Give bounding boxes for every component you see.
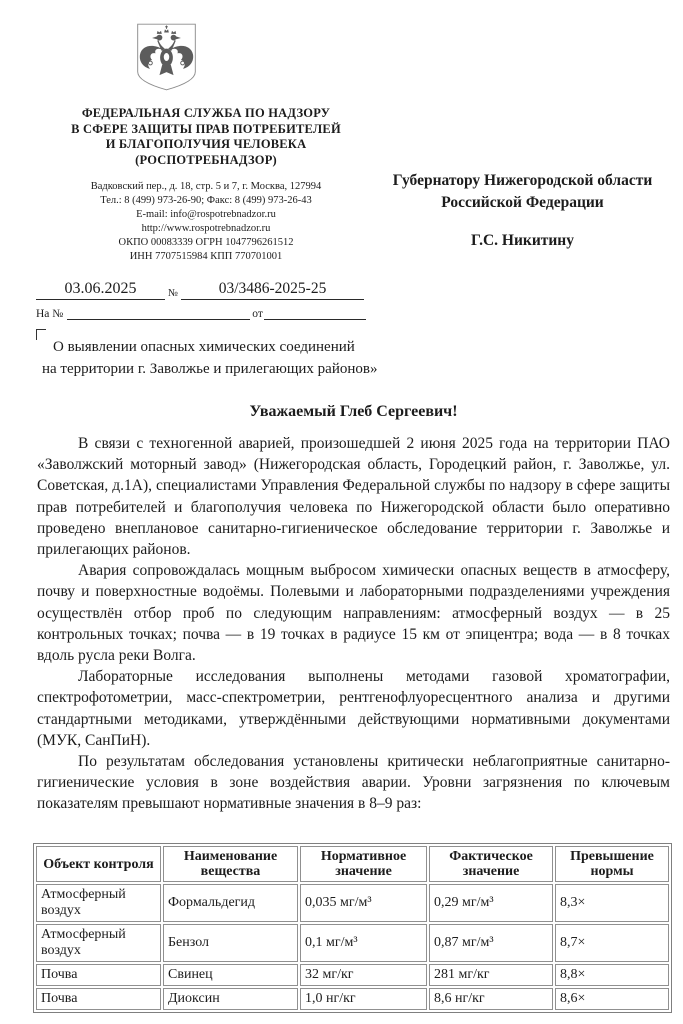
table-cell: Почва bbox=[36, 964, 161, 986]
body-paragraph: В связи с техногенной аварией, произошедшей 2 июня 2025 года на территории ПАО «Заволжский моторный завод» (Нижегородская область, Городецкий район, г. Заволжье, ул. Советская, д.1А), специалистами Управления Федеральной службы по надзору в сфере защиты прав потребителей и благополучия человека по Нижегородской области было оперативно проведено внеплановое санитарно-гигиеническое обследование территории г. Заволжье и прилегающих районов. bbox=[37, 435, 670, 559]
table-row bbox=[36, 924, 669, 962]
org-name-line: ФЕДЕРАЛЬНАЯ СЛУЖБА ПО НАДЗОРУ bbox=[81, 106, 331, 120]
table-cell: 8,6× bbox=[555, 988, 669, 1010]
letterhead-address-line: Вадковский пер., д. 18, стр. 5 и 7, г. Москва, 127994 bbox=[90, 181, 322, 192]
table-row bbox=[36, 964, 669, 986]
letter-number: 03/3486-2025-25 bbox=[181, 280, 364, 300]
body-paragraph: Авария сопровождалась мощным выбросом химически опасных веществ в атмосферу, почву и поверхностные водоёмы. Полевыми и лабораторными подразделениями учреждения осуществлён отбор проб по следующим направлениям: атмосферный воздух — в 25 контрольных точках; почва — в 19 точках в радиусе 15 км от эпицентра; вода — в 8 точках вдоль русла реки Волга. bbox=[37, 562, 670, 665]
letterhead-address-line: ОКПО 00083339 ОГРН 1047796261512 bbox=[118, 236, 294, 248]
recipient-line: Губернатору Нижегородской области bbox=[392, 172, 653, 189]
org-name-line: И БЛАГОПОЛУЧИЯ ЧЕЛОВЕКА bbox=[105, 137, 307, 151]
subject-line: на территории г. Заволжье и прилегающих районов» bbox=[42, 360, 378, 377]
header-cell: Фактическое значение bbox=[429, 846, 553, 882]
table-cell: Диоксин bbox=[163, 988, 298, 1010]
number-sign: № bbox=[168, 288, 179, 299]
table-cell: 0,035 мг/м³ bbox=[300, 884, 427, 922]
letterhead-address-line: Тел.: 8 (499) 973-26-90; Факс: 8 (499) 973-26-43 bbox=[100, 194, 312, 206]
org-name bbox=[40, 106, 372, 168]
table-cell: 32 мг/кг bbox=[300, 964, 427, 986]
underline-blank bbox=[264, 306, 366, 320]
letterhead-address-line: http://www.rospotrebnadzor.ru bbox=[141, 222, 271, 234]
table-cell: Формальдегид bbox=[163, 884, 298, 922]
header-cell: Наименование вещества bbox=[163, 846, 298, 882]
results-table bbox=[33, 843, 672, 1013]
table-cell: Почва bbox=[36, 988, 161, 1010]
reference-line bbox=[36, 280, 367, 300]
table-cell: Атмосферный воздух bbox=[36, 924, 161, 962]
underline-blank bbox=[67, 306, 250, 320]
table-cell: 8,8× bbox=[555, 964, 669, 986]
from-label: от bbox=[252, 308, 263, 320]
header-cell: Нормативное значение bbox=[300, 846, 427, 882]
subject-line: О выявлении опасных химических соединений bbox=[53, 339, 355, 355]
reply-label: На № bbox=[36, 308, 64, 320]
recipient-block bbox=[375, 170, 670, 252]
reply-reference-line bbox=[36, 306, 366, 320]
table-cell: 0,87 мг/м³ bbox=[429, 924, 553, 962]
table-cell: 0,29 мг/м³ bbox=[429, 884, 553, 922]
table-cell: 8,3× bbox=[555, 884, 669, 922]
subject-block bbox=[42, 337, 427, 380]
salutation: Уважаемый Глеб Сергеевич! bbox=[249, 403, 458, 420]
letter-body bbox=[37, 433, 670, 815]
table-cell: 1,0 нг/кг bbox=[300, 988, 427, 1010]
table-row bbox=[36, 988, 669, 1010]
letterhead-address bbox=[40, 180, 372, 263]
table-cell: 8,7× bbox=[555, 924, 669, 962]
letter-date: 03.06.2025 bbox=[36, 280, 165, 300]
table-cell: Атмосферный воздух bbox=[36, 884, 161, 922]
table-cell: 281 мг/кг bbox=[429, 964, 553, 986]
table-cell: 0,1 мг/м³ bbox=[300, 924, 427, 962]
recipient-line: Российской Федерации bbox=[441, 193, 604, 211]
coat-of-arms-icon bbox=[133, 22, 200, 92]
table-cell: Бензол bbox=[163, 924, 298, 962]
letterhead-address-line: E-mail: info@rospotrebnadzor.ru bbox=[136, 208, 276, 220]
body-paragraph: Лабораторные исследования выполнены методами газовой хроматографии, спектрофотометрии, масс-спектрометрии, рентгенофлуоресцентного анализа и другими стандартными методиками, утверждёнными действующими нормативными документами (МУК, СанПиН). bbox=[37, 668, 670, 749]
table-header-row bbox=[36, 846, 669, 882]
org-name-line: (РОСПОТРЕБНАДЗОР) bbox=[135, 152, 277, 167]
table-row bbox=[36, 884, 669, 922]
org-name-line: В СФЕРЕ ЗАЩИТЫ ПРАВ ПОТРЕБИТЕЛЕЙ bbox=[71, 121, 341, 136]
body-paragraph: По результатам обследования установлены критически неблагоприятные санитарно-гигиенические условия в зоне воздействия аварии. Уровни загрязнения по ключевым показателям превышают нормативные значения в 8–9 раз: bbox=[37, 753, 670, 813]
table-cell: 8,6 нг/кг bbox=[429, 988, 553, 1010]
table-cell: Свинец bbox=[163, 964, 298, 986]
recipient-name: Г.С. Никитину bbox=[470, 232, 574, 249]
header-cell: Объект контроля bbox=[36, 846, 161, 882]
header-cell: Превышение нормы bbox=[555, 846, 669, 882]
letterhead-address-line: ИНН 7707515984 КПП 770701001 bbox=[129, 250, 283, 262]
